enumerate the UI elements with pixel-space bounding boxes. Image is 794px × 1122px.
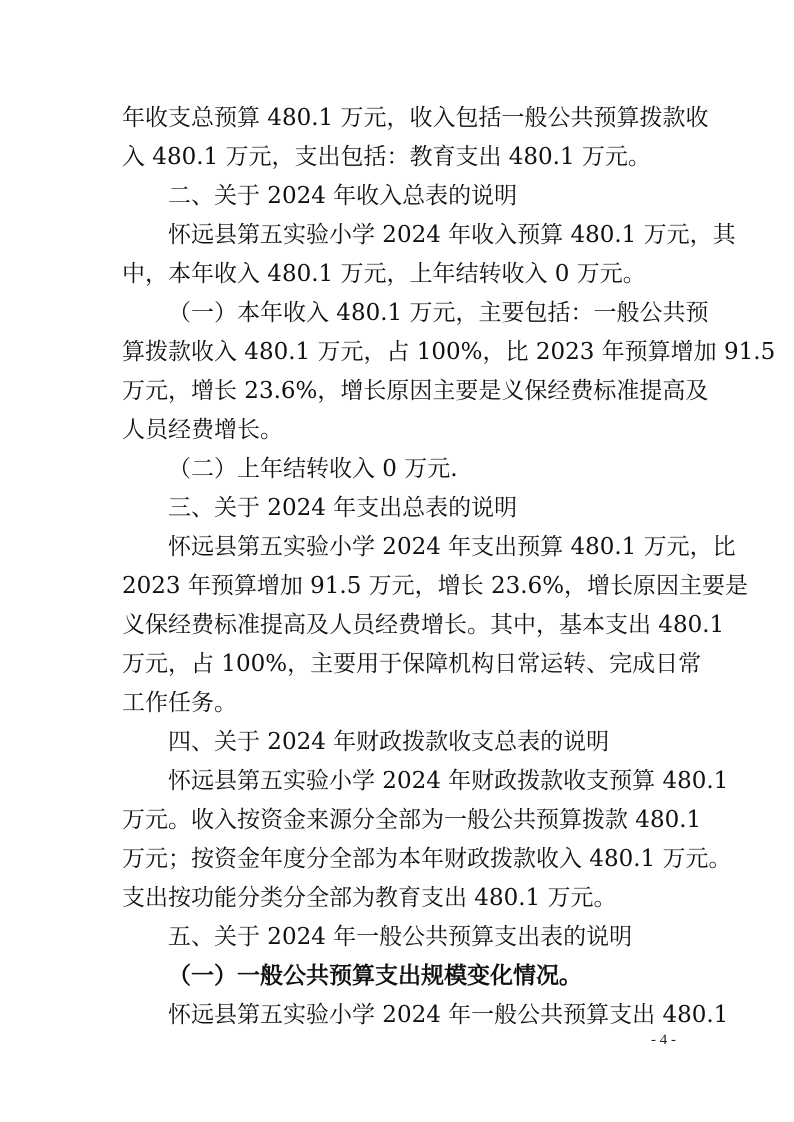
body-text-line: 支出按功能分类分全部为教育支出 480.1 万元。 — [122, 885, 617, 911]
section-heading: 二、关于 2024 年收入总表的说明 — [168, 183, 518, 209]
body-text-line: 怀远县第五实验小学 2024 年支出预算 480.1 万元，比 — [168, 534, 736, 560]
body-text-line: 怀远县第五实验小学 2024 年一般公共预算支出 480.1 — [168, 1002, 729, 1028]
body-text-line: 万元，占 100%，主要用于保障机构日常运转、完成日常 — [122, 651, 702, 677]
body-text-line: 算拨款收入 480.1 万元，占 100%，比 2023 年预算增加 91.5 — [122, 339, 776, 365]
section-heading: 四、关于 2024 年财政拨款收支总表的说明 — [168, 729, 610, 755]
body-text-line: 中，本年收入 480.1 万元，上年结转收入 0 万元。 — [122, 261, 646, 287]
section-heading: 三、关于 2024 年支出总表的说明 — [168, 495, 518, 521]
page-number: - 4 - — [651, 1032, 676, 1048]
body-text-line: 万元。收入按资金来源分全部为一般公共预算拨款 480.1 — [122, 807, 702, 833]
body-text-line: 万元，增长 23.6%，增长原因主要是义保经费标准提高及 — [122, 378, 709, 404]
body-text-line: 义保经费标准提高及人员经费增长。其中，基本支出 480.1 — [122, 612, 725, 638]
body-text-line: 怀远县第五实验小学 2024 年收入预算 480.1 万元，其 — [168, 222, 736, 248]
body-text-line: 年收支总预算 480.1 万元，收入包括一般公共预算拨款收 — [122, 105, 709, 131]
body-text-line: 怀远县第五实验小学 2024 年财政拨款收支预算 480.1 — [168, 768, 729, 794]
body-text-line: 工作任务。 — [122, 690, 237, 716]
body-text-line: （二）上年结转收入 0 万元. — [168, 456, 458, 482]
body-text-line: 2023 年预算增加 91.5 万元，增长 23.6%，增长原因主要是 — [122, 573, 749, 599]
body-text-line: 入 480.1 万元，支出包括：教育支出 480.1 万元。 — [122, 144, 651, 170]
subsection-heading: （一）一般公共预算支出规模变化情况。 — [168, 962, 582, 989]
body-text-line: 万元；按资金年度分全部为本年财政拨款收入 480.1 万元。 — [122, 846, 732, 872]
section-heading: 五、关于 2024 年一般公共预算支出表的说明 — [168, 924, 633, 950]
body-text-line: 人员经费增长。 — [122, 417, 283, 443]
body-text-line: （一）本年收入 480.1 万元，主要包括：一般公共预 — [168, 300, 709, 326]
